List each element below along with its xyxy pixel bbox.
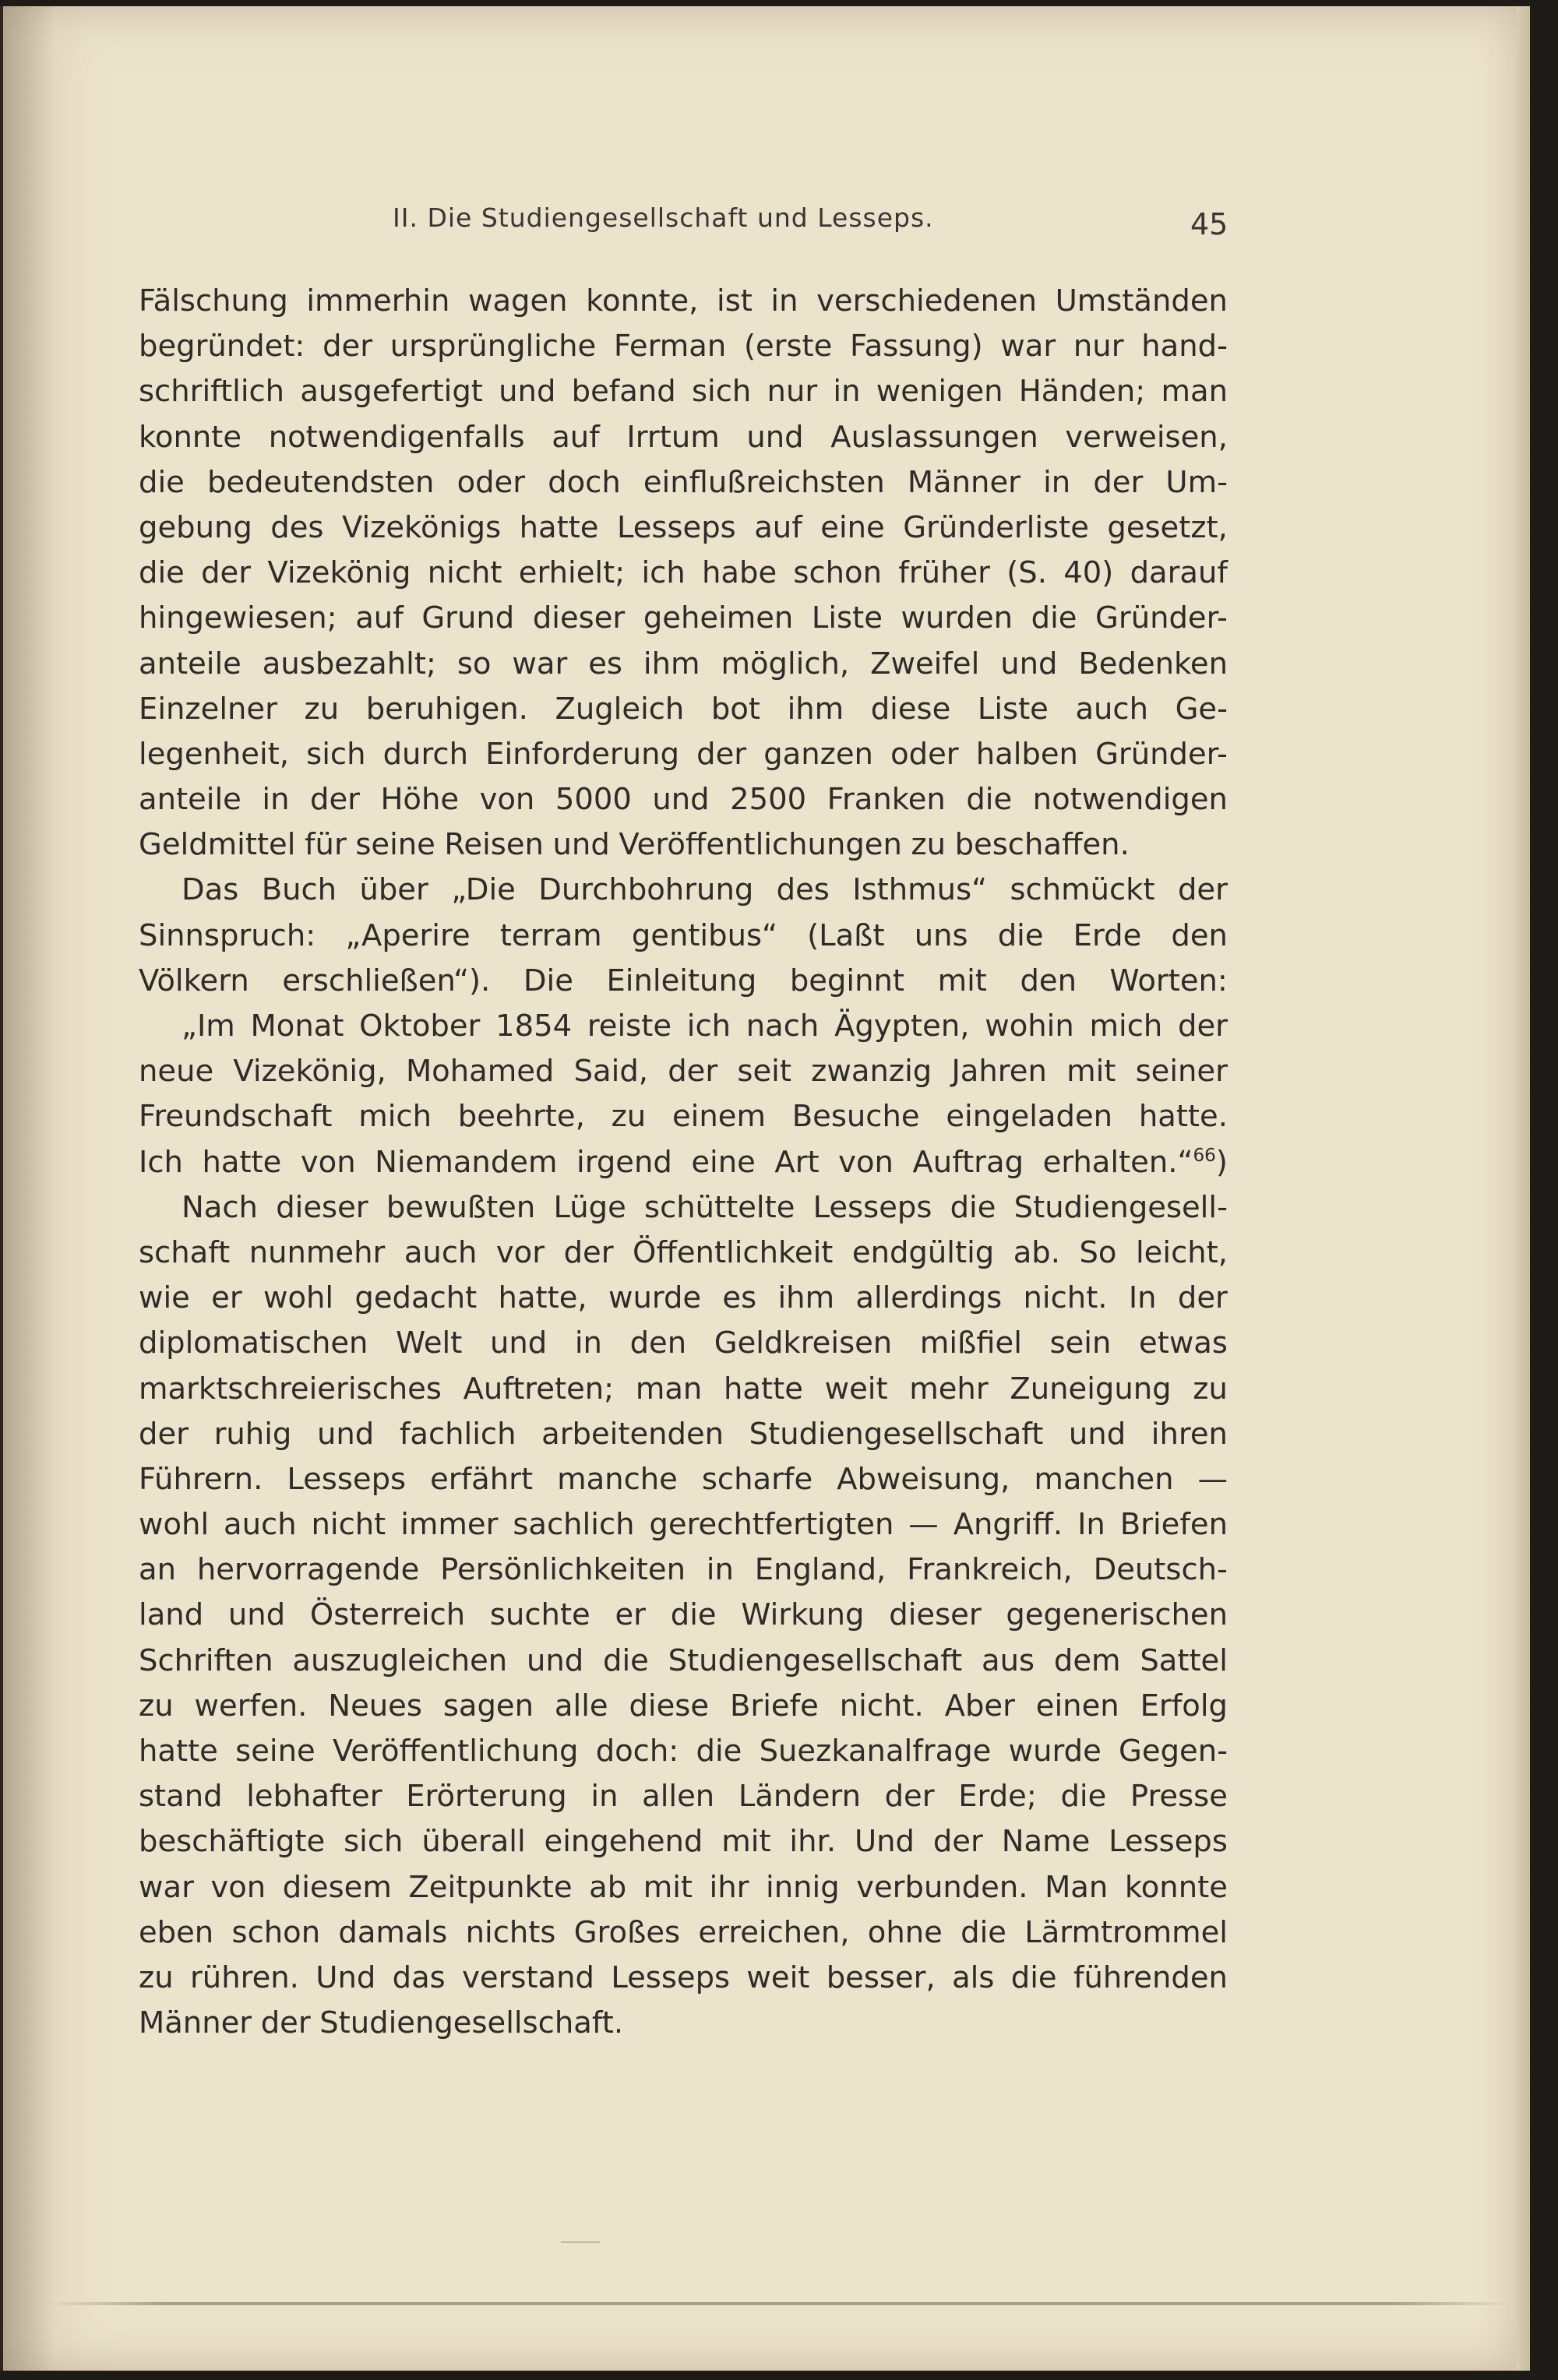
gutter-shadow (0, 6, 3, 2371)
text-line: Fälschung immerhin wagen konnte, ist in verschiedenen Umständen (139, 283, 1228, 319)
text-line: Schriften auszugleichen und die Studiengesellschaft aus dem Sattel (139, 1642, 1228, 1678)
text-line: wohl auch nicht immer sachlich gerechtfertigten — Angriff. In Briefen (139, 1507, 1228, 1543)
page-bottom-edge (47, 2302, 1511, 2305)
page-number: 45 (1190, 207, 1228, 241)
text-line: anteile in der Höhe von 5000 und 2500 Franken die notwendigen (139, 782, 1228, 818)
text-line: Sinnspruch: „Aperire terram gentibus“ (Laßt uns die Erde den (139, 917, 1228, 953)
text-line: der ruhig und fachlich arbeitenden Studiengesellschaft und ihren (139, 1416, 1228, 1452)
text-line: eben schon damals nichts Großes erreichen, ohne die Lärmtrommel (139, 1914, 1228, 1950)
text-line: Führern. Lesseps erfährt manche scharfe Abweisung, manchen — (139, 1461, 1228, 1497)
text-line: hatte seine Veröffentlichung doch: die Suezkanalfrage wurde Gegen- (139, 1734, 1228, 1769)
text-line: gebung des Vizekönigs hatte Lesseps auf eine Gründerliste gesetzt, (139, 509, 1228, 545)
text-line: stand lebhafter Erörterung in allen Ländern der Erde; die Presse (139, 1779, 1228, 1815)
text-line: neue Vizekönig, Mohamed Said, der seit zwanzig Jahren mit seiner (139, 1054, 1228, 1090)
text-line: zu werfen. Neues sagen alle diese Briefe nicht. Aber einen Erfolg (139, 1688, 1228, 1723)
text-line: konnte notwendigenfalls auf Irrtum und Auslassungen verweisen, (139, 419, 1228, 455)
text-line: Geldmittel für seine Reisen und Veröffentlichungen zu beschaffen. (139, 827, 1130, 863)
text-line: hingewiesen; auf Grund dieser geheimen Liste wurden die Gründer- (139, 600, 1228, 636)
text-line: Männer der Studiengesellschaft. (139, 2005, 624, 2041)
text-line: land und Österreich suchte er die Wirkung dieser gegenerischen (139, 1597, 1228, 1633)
text-line: marktschreierisches Auftreten; man hatte weit mehr Zuneigung zu (139, 1371, 1228, 1407)
body-text (139, 279, 1228, 2046)
text-line: Ich hatte von Niemandem irgend eine Art von Auftrag erhalten.“$^{66}$) (139, 1144, 1228, 1180)
text-line: war von diesem Zeitpunkte ab mit ihr innig verbunden. Man konnte (139, 1869, 1228, 1905)
text-line: die bedeutendsten oder doch einflußreichsten Männer in der Um- (139, 464, 1228, 500)
text-line: legenheit, sich durch Einforderung der ganzen oder halben Gründer- (139, 736, 1228, 772)
text-line: an hervorragende Persönlichkeiten in England, Frankreich, Deutsch- (139, 1552, 1228, 1588)
footnote-marker: 66 (1193, 1145, 1216, 1166)
text-line: zu rühren. Und das verstand Lesseps weit besser, als die führenden (139, 1959, 1228, 1995)
page-edge (1516, 6, 1530, 2371)
text-line: Das Buch über „Die Durchbohrung des Isthmus“ schmückt der (182, 872, 1228, 908)
book-page (0, 6, 1530, 2371)
text-line: beschäftigte sich überall eingehend mit ihr. Und der Name Lesseps (139, 1824, 1228, 1860)
text-line: begründet: der ursprüngliche Ferman (erste Fassung) war nur hand- (139, 329, 1228, 364)
text-line: „Im Monat Oktober 1854 reiste ich nach Ägypten, wohin mich der (182, 1009, 1228, 1044)
text-line: Nach dieser bewußten Lüge schüttelte Lesseps die Studiengesell- (182, 1189, 1228, 1225)
text-line: anteile ausbezahlt; so war es ihm möglich, Zweifel und Bedenken (139, 646, 1228, 681)
text-line: Freundschaft mich beehrte, zu einem Besuche eingeladen hatte. (139, 1099, 1228, 1135)
text-line: schaft nunmehr auch vor der Öffentlichkeit endgültig ab. So leicht, (139, 1234, 1228, 1270)
text-line: Völkern erschließen“). Die Einleitung beginnt mit den Worten: (139, 963, 1228, 998)
text-line: Einzelner zu beruhigen. Zugleich bot ihm diese Liste auch Ge- (139, 691, 1228, 727)
text-line: schriftlich ausgefertigt und befand sich nur in wenigen Händen; man (139, 374, 1228, 410)
running-head: II. Die Studiengesellschaft und Lesseps. (393, 202, 934, 233)
text-line: diplomatischen Welt und in den Geldkreisen mißfiel sein etwas (139, 1326, 1228, 1361)
ink-mark (561, 2241, 600, 2243)
text-line: die der Vizekönig nicht erhielt; ich habe schon früher (S. 40) darauf (139, 555, 1228, 591)
text-line: wie er wohl gedacht hatte, wurde es ihm allerdings nicht. In der (139, 1280, 1228, 1316)
